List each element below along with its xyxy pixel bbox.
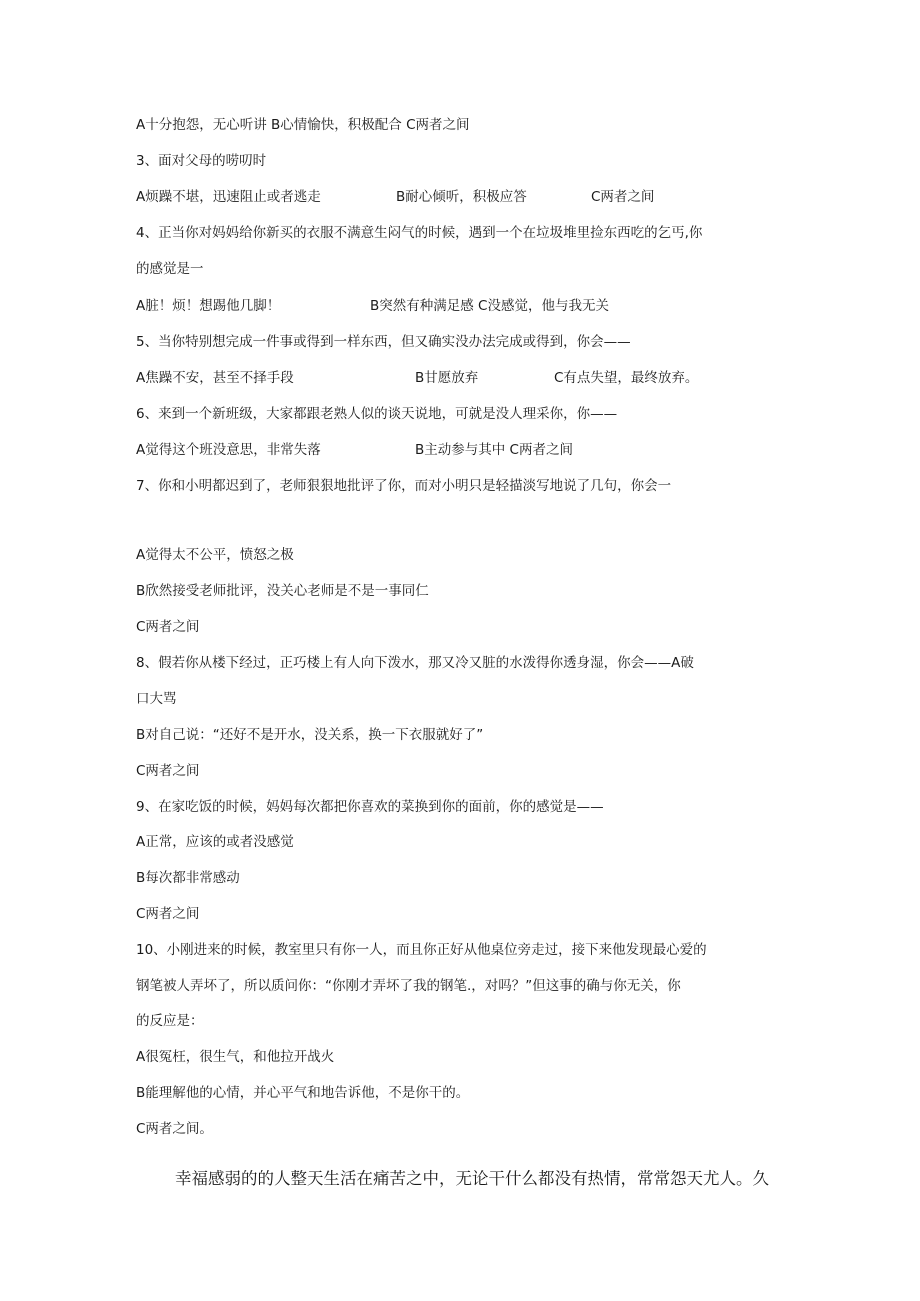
option-b: B耐心倾听，积极应答 xyxy=(396,189,527,205)
question-5: 5、当你特别想完成一件事或得到一样东西，但又确实没办法完成或得到，你会—— xyxy=(136,334,631,350)
option-c: C有点失望，最终放弃。 xyxy=(554,370,699,386)
body-paragraph: 幸福感弱的的人整天生活在痛苦之中，无论干什么都没有热情，常常怨天尤人。久 xyxy=(175,1169,769,1188)
option-b: B能理解他的心情，并心平气和地告诉他，不是你干的。 xyxy=(136,1085,470,1101)
option-a: A觉得这个班没意思，非常失落 xyxy=(136,442,321,458)
option-line-q2: A十分抱怨，无心听讲 B心情愉快，积极配合 C两者之间 xyxy=(136,117,470,133)
question-4-cont: 的感觉是一 xyxy=(136,261,204,277)
question-10: 10、小刚进来的时候，教室里只有你一人，而且你正好从他桌位旁走过，接下来他发现最心爱的 xyxy=(136,942,707,958)
option-a: A觉得太不公平，愤怒之极 xyxy=(136,547,294,563)
question-10-cont: 的反应是： xyxy=(136,1013,204,1029)
option-a: A烦躁不堪，迅速阻止或者逃走 xyxy=(136,189,321,205)
question-10-cont: 钢笔被人弄坏了，所以质问你：“你刚才弄坏了我的钢笔.，对吗？”但这事的确与你无关，你 xyxy=(136,978,681,994)
option-c: C两者之间 xyxy=(591,189,655,205)
option-a: A很冤枉，很生气，和他拉开战火 xyxy=(136,1049,335,1065)
option-c: C两者之间 xyxy=(136,763,200,779)
question-4: 4、正当你对妈妈给你新买的衣服不满意生闷气的时候，遇到一个在垃圾堆里捡东西吃的乞丐,你 xyxy=(136,225,703,241)
option-a: A脏！烦！想踢他几脚！ xyxy=(136,298,281,314)
option-a: A正常，应该的或者没感觉 xyxy=(136,834,294,850)
option-c: C两者之间。 xyxy=(136,1121,213,1137)
option-b: B欣然接受老师批评，没关心老师是不是一事同仁 xyxy=(136,583,429,599)
option-b: B对自己说：“还好不是开水，没关系，换一下衣服就好了” xyxy=(136,727,484,743)
question-8: 8、假若你从楼下经过，正巧楼上有人向下泼水，那又冷又脏的水泼得你透身湿，你会——A破 xyxy=(136,655,694,671)
option-c: C两者之间 xyxy=(136,619,200,635)
question-3: 3、面对父母的唠叨时 xyxy=(136,153,267,169)
option-c: C两者之间 xyxy=(136,906,200,922)
option-a: A焦躁不安，甚至不择手段 xyxy=(136,370,294,386)
question-9: 9、在家吃饭的时候，妈妈每次都把你喜欢的菜换到你的面前，你的感觉是—— xyxy=(136,799,604,815)
option-b: B主动参与其中 C两者之间 xyxy=(415,442,573,458)
option-b: B甘愿放弃 xyxy=(415,370,479,386)
question-8-cont: 口大骂 xyxy=(136,691,177,707)
option-b: B突然有种满足感 C没感觉，他与我无关 xyxy=(370,298,609,314)
question-7: 7、你和小明都迟到了，老师狠狠地批评了你，而对小明只是轻描淡写地说了几句，你会一 xyxy=(136,478,672,494)
question-6: 6、来到一个新班级，大家都跟老熟人似的谈天说地，可就是没人理采你，你—— xyxy=(136,406,618,422)
option-b: B每次都非常感动 xyxy=(136,870,240,886)
